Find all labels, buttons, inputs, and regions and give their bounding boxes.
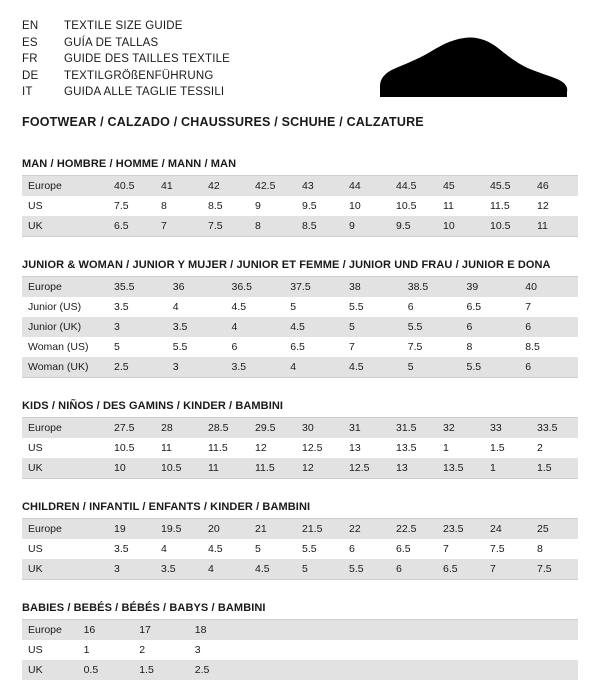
size-table-children <box>22 501 578 580</box>
language-code: IT <box>22 86 33 98</box>
language-title: TEXTILGRÖßENFÜHRUNG <box>64 69 214 82</box>
cell <box>467 640 523 660</box>
cell: 9 <box>343 216 390 237</box>
cell: 24 <box>484 519 531 539</box>
cell: 4 <box>155 539 202 559</box>
cell: 8 <box>249 216 296 237</box>
cell: 12 <box>296 458 343 479</box>
cell: 43 <box>296 176 343 196</box>
row-label: UK <box>22 216 108 237</box>
cell: 2 <box>531 438 578 458</box>
cell: 5 <box>284 297 343 317</box>
cell: 3 <box>167 357 226 378</box>
cell: 10.5 <box>108 438 155 458</box>
cell: 42 <box>202 176 249 196</box>
size-table <box>22 519 578 580</box>
cell: 5 <box>296 559 343 580</box>
row-label: UK <box>22 660 78 680</box>
cell: 6 <box>461 317 520 337</box>
table-row <box>22 196 578 216</box>
cell: 6.5 <box>461 297 520 317</box>
row-label: Woman (UK) <box>22 357 108 378</box>
cell: 4.5 <box>249 559 296 580</box>
cell: 20 <box>202 519 249 539</box>
cell: 19.5 <box>155 519 202 539</box>
cell: 6 <box>390 559 437 580</box>
cell: 6 <box>402 297 461 317</box>
cell: 4 <box>226 317 285 337</box>
cell: 12.5 <box>343 458 390 479</box>
cell: 13.5 <box>437 458 484 479</box>
language-row <box>22 51 230 68</box>
cell: 7.5 <box>402 337 461 357</box>
cell: 36.5 <box>226 277 285 297</box>
cell: 11 <box>155 438 202 458</box>
table-row <box>22 620 578 640</box>
cell: 7.5 <box>202 216 249 237</box>
cell: 2.5 <box>189 660 245 680</box>
cell: 8.5 <box>296 216 343 237</box>
cell: 4.5 <box>202 539 249 559</box>
language-code: DE <box>22 69 39 82</box>
table-row <box>22 357 578 378</box>
cell: 7.5 <box>108 196 155 216</box>
cell: 7 <box>484 559 531 580</box>
table-title: BABIES / BEBÉS / BÉBÉS / BABYS / BAMBINI <box>22 602 578 620</box>
cell: 7 <box>437 539 484 559</box>
cell: 13 <box>343 438 390 458</box>
cell: 1.5 <box>484 438 531 458</box>
cell: 31.5 <box>390 418 437 438</box>
cell: 33 <box>484 418 531 438</box>
cell: 45.5 <box>484 176 531 196</box>
cell: 8 <box>531 539 578 559</box>
cell: 7 <box>343 337 402 357</box>
language-row <box>22 68 230 85</box>
size-table <box>22 620 578 680</box>
cell: 33.5 <box>531 418 578 438</box>
row-label: US <box>22 640 78 660</box>
cell: 11.5 <box>249 458 296 479</box>
cell <box>467 620 523 640</box>
size-table <box>22 176 578 237</box>
table-row <box>22 297 578 317</box>
cell: 8 <box>461 337 520 357</box>
cell: 1.5 <box>133 660 189 680</box>
cell: 46 <box>531 176 578 196</box>
cell: 5.5 <box>402 317 461 337</box>
cell <box>411 660 467 680</box>
cell: 11 <box>531 216 578 237</box>
cell: 3 <box>189 640 245 660</box>
table-row <box>22 277 578 297</box>
cell: 41 <box>155 176 202 196</box>
cell <box>300 660 356 680</box>
size-table-babies <box>22 602 578 680</box>
cell <box>356 620 412 640</box>
cell: 10 <box>437 216 484 237</box>
cell: 12.5 <box>296 438 343 458</box>
table-title: KIDS / NIÑOS / DES GAMINS / KINDER / BAMBINI <box>22 400 578 418</box>
cell: 4 <box>167 297 226 317</box>
cell: 16 <box>78 620 134 640</box>
cell: 3.5 <box>155 559 202 580</box>
cell: 1 <box>78 640 134 660</box>
cell: 6 <box>519 317 578 337</box>
table-row <box>22 519 578 539</box>
cell: 22.5 <box>390 519 437 539</box>
cell: 3 <box>108 559 155 580</box>
row-label: Europe <box>22 277 108 297</box>
cell: 9.5 <box>390 216 437 237</box>
cell: 5.5 <box>343 297 402 317</box>
cell: 5.5 <box>461 357 520 378</box>
cell: 37.5 <box>284 277 343 297</box>
cell: 7.5 <box>531 559 578 580</box>
language-code: FR <box>22 53 38 65</box>
cell: 8 <box>155 196 202 216</box>
row-label: Europe <box>22 620 78 640</box>
cell: 11 <box>437 196 484 216</box>
table-row <box>22 418 578 438</box>
cell <box>467 660 523 680</box>
table-row <box>22 559 578 580</box>
language-row <box>22 35 230 52</box>
cell: 30 <box>296 418 343 438</box>
cell <box>522 620 578 640</box>
cell: 21 <box>249 519 296 539</box>
cell: 10.5 <box>155 458 202 479</box>
cell: 5 <box>402 357 461 378</box>
cell: 6.5 <box>390 539 437 559</box>
cell <box>356 660 412 680</box>
cell <box>244 640 300 660</box>
cell: 13 <box>390 458 437 479</box>
cell: 8.5 <box>202 196 249 216</box>
cell: 5 <box>343 317 402 337</box>
cell: 6.5 <box>284 337 343 357</box>
cell: 3.5 <box>167 317 226 337</box>
dress-shoe-icon <box>372 34 572 104</box>
cell: 40.5 <box>108 176 155 196</box>
language-title: GUIDE DES TAILLES TEXTILE <box>64 53 231 65</box>
cell: 11.5 <box>202 438 249 458</box>
table-row <box>22 438 578 458</box>
cell: 23.5 <box>437 519 484 539</box>
cell: 1 <box>484 458 531 479</box>
cell: 5.5 <box>343 559 390 580</box>
cell: 21.5 <box>296 519 343 539</box>
size-table-kids <box>22 400 578 479</box>
cell: 10 <box>108 458 155 479</box>
table-row <box>22 317 578 337</box>
cell: 10 <box>343 196 390 216</box>
cell: 29.5 <box>249 418 296 438</box>
cell: 36 <box>167 277 226 297</box>
cell <box>244 620 300 640</box>
cell: 7 <box>155 216 202 237</box>
cell: 42.5 <box>249 176 296 196</box>
table-row <box>22 337 578 357</box>
cell: 22 <box>343 519 390 539</box>
cell: 6 <box>226 337 285 357</box>
language-code: ES <box>22 36 38 49</box>
cell: 27.5 <box>108 418 155 438</box>
cell: 8.5 <box>519 337 578 357</box>
cell: 6.5 <box>437 559 484 580</box>
table-row <box>22 216 578 237</box>
cell: 3.5 <box>226 357 285 378</box>
cell: 6.5 <box>108 216 155 237</box>
language-row <box>22 18 230 35</box>
cell: 9 <box>249 196 296 216</box>
cell: 10.5 <box>484 216 531 237</box>
language-code: EN <box>22 20 39 32</box>
row-label: UK <box>22 559 108 580</box>
cell: 7.5 <box>484 539 531 559</box>
cell: 44.5 <box>390 176 437 196</box>
cell <box>522 660 578 680</box>
cell: 28.5 <box>202 418 249 438</box>
cell: 9.5 <box>296 196 343 216</box>
cell: 32 <box>437 418 484 438</box>
cell: 19 <box>108 519 155 539</box>
cell: 39 <box>461 277 520 297</box>
cell: 1 <box>437 438 484 458</box>
size-table-man <box>22 158 578 237</box>
header <box>22 18 578 129</box>
cell: 0.5 <box>78 660 134 680</box>
table-row <box>22 640 578 660</box>
cell: 13.5 <box>390 438 437 458</box>
table-row <box>22 539 578 559</box>
cell: 4 <box>284 357 343 378</box>
cell: 6 <box>519 357 578 378</box>
table-row <box>22 458 578 479</box>
cell <box>300 640 356 660</box>
row-label: Junior (US) <box>22 297 108 317</box>
cell: 2 <box>133 640 189 660</box>
row-label: US <box>22 438 108 458</box>
cell: 11.5 <box>484 196 531 216</box>
cell: 5 <box>108 337 167 357</box>
cell: 44 <box>343 176 390 196</box>
cell: 4.5 <box>284 317 343 337</box>
cell <box>244 660 300 680</box>
cell: 3.5 <box>108 539 155 559</box>
cell <box>300 620 356 640</box>
language-title-list <box>22 18 230 101</box>
size-table-junior-woman <box>22 259 578 378</box>
cell: 25 <box>531 519 578 539</box>
table-title: MAN / HOMBRE / HOMME / MANN / MAN <box>22 158 578 176</box>
cell: 6 <box>343 539 390 559</box>
row-label: Europe <box>22 519 108 539</box>
row-label: Junior (UK) <box>22 317 108 337</box>
cell: 38.5 <box>402 277 461 297</box>
table-row <box>22 176 578 196</box>
cell <box>522 640 578 660</box>
category-title: FOOTWEAR / CALZADO / CHAUSSURES / SCHUHE / CALZATURE <box>22 114 424 129</box>
size-table <box>22 277 578 378</box>
cell: 2.5 <box>108 357 167 378</box>
row-label: Europe <box>22 418 108 438</box>
cell: 10.5 <box>390 196 437 216</box>
cell: 35.5 <box>108 277 167 297</box>
cell: 12 <box>249 438 296 458</box>
cell: 40 <box>519 277 578 297</box>
cell: 4 <box>202 559 249 580</box>
cell <box>356 640 412 660</box>
cell: 5.5 <box>296 539 343 559</box>
row-label: US <box>22 539 108 559</box>
language-title: TEXTILE SIZE GUIDE <box>64 20 183 32</box>
table-row <box>22 660 578 680</box>
cell: 5.5 <box>167 337 226 357</box>
language-title: GUÍA DE TALLAS <box>64 36 159 49</box>
cell: 17 <box>133 620 189 640</box>
row-label: UK <box>22 458 108 479</box>
cell: 31 <box>343 418 390 438</box>
cell: 45 <box>437 176 484 196</box>
cell: 38 <box>343 277 402 297</box>
language-row <box>22 84 230 101</box>
cell: 12 <box>531 196 578 216</box>
cell: 3.5 <box>108 297 167 317</box>
cell: 3 <box>108 317 167 337</box>
cell: 5 <box>249 539 296 559</box>
cell: 18 <box>189 620 245 640</box>
cell: 1.5 <box>531 458 578 479</box>
language-title: GUIDA ALLE TAGLIE TESSILI <box>64 86 225 98</box>
table-title: JUNIOR & WOMAN / JUNIOR Y MUJER / JUNIOR ET FEMME / JUNIOR UND FRAU / JUNIOR E DONA <box>22 259 578 277</box>
cell: 7 <box>519 297 578 317</box>
row-label: Woman (US) <box>22 337 108 357</box>
cell <box>411 640 467 660</box>
cell <box>411 620 467 640</box>
row-label: Europe <box>22 176 108 196</box>
size-table <box>22 418 578 479</box>
cell: 28 <box>155 418 202 438</box>
cell: 4.5 <box>226 297 285 317</box>
cell: 4.5 <box>343 357 402 378</box>
table-title: CHILDREN / INFANTIL / ENFANTS / KINDER / BAMBINI <box>22 501 578 519</box>
cell: 11 <box>202 458 249 479</box>
row-label: US <box>22 196 108 216</box>
